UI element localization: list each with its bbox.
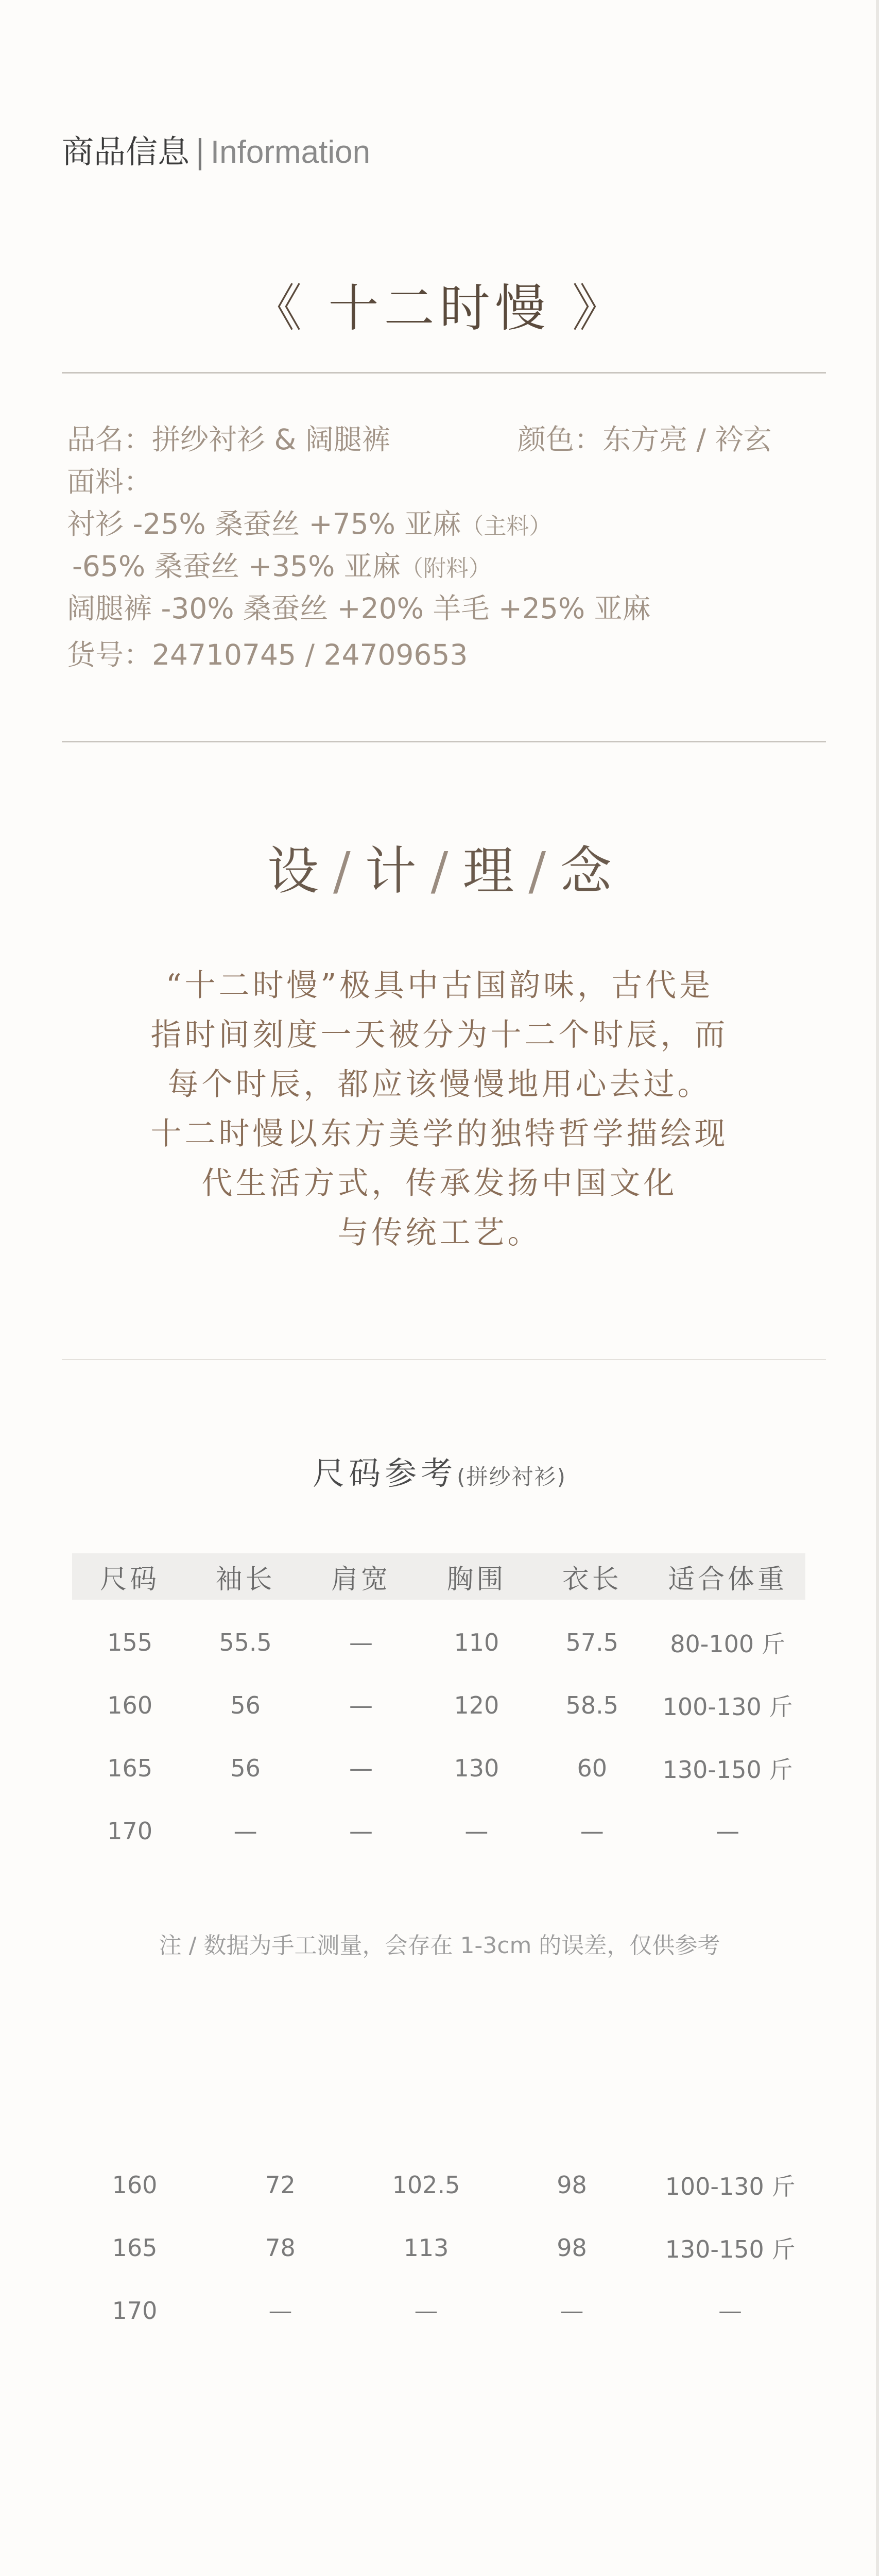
table-cell: 130 bbox=[454, 1754, 499, 1782]
table-row bbox=[62, 2216, 816, 2279]
table-cell: 60 bbox=[577, 1754, 608, 1782]
fabric-shirt-main-text: 衬衫 -25% 桑蚕丝 +75% 亚麻 bbox=[67, 507, 461, 540]
table-cell: 120 bbox=[454, 1691, 499, 1719]
table-cell: — bbox=[414, 2297, 438, 2325]
table-row bbox=[72, 1674, 805, 1737]
size-title-text: 尺码参考 bbox=[313, 1454, 457, 1492]
fabric-shirt-aux bbox=[72, 544, 491, 591]
table-cell: — bbox=[233, 1817, 257, 1845]
table-cell: — bbox=[716, 1817, 739, 1845]
name-label: 品名： bbox=[67, 423, 152, 456]
table-cell: 100-130 斤 bbox=[662, 1693, 793, 1721]
heading-separator: | bbox=[195, 133, 205, 171]
design-text-line: “十二时慢”极具中古国韵味，古代是 bbox=[165, 968, 714, 1004]
design-title-char: 设 bbox=[267, 841, 319, 901]
design-text-line: 指时间刻度一天被分为十二个时辰，而 bbox=[150, 1017, 729, 1053]
info-row-color bbox=[518, 417, 772, 462]
table-cell: 72 bbox=[265, 2171, 296, 2199]
color-label: 颜色： bbox=[518, 423, 603, 456]
table-cell: 98 bbox=[557, 2171, 587, 2199]
table-cell: 56 bbox=[230, 1754, 261, 1782]
design-title-char: 计 bbox=[365, 841, 417, 901]
table-row bbox=[62, 2154, 816, 2216]
table-cell: 98 bbox=[557, 2234, 587, 2262]
size-table bbox=[72, 1553, 805, 1862]
design-text-line: 与传统工艺。 bbox=[337, 1215, 542, 1251]
sku-value: 24710745 / 24709653 bbox=[152, 638, 468, 671]
table-row bbox=[72, 1737, 805, 1800]
design-text-line: 代生活方式，传承发扬中国文化 bbox=[201, 1165, 678, 1201]
table-cell: — bbox=[349, 1817, 373, 1845]
table-cell: 57.5 bbox=[565, 1629, 618, 1656]
fabric-pants: 阔腿裤 -30% 桑蚕丝 +20% 羊毛 +25% 亚麻 bbox=[67, 592, 651, 625]
table-row bbox=[62, 2279, 816, 2342]
col-header-length: 衣长 bbox=[535, 1553, 650, 1600]
col-header-weight: 适合体重 bbox=[650, 1553, 805, 1600]
section-heading-information bbox=[62, 131, 370, 173]
size-title-note: (拼纱衬衫) bbox=[457, 1464, 566, 1489]
table-cell: 160 bbox=[107, 1691, 153, 1719]
table-cell: — bbox=[349, 1629, 373, 1656]
table-row bbox=[72, 1611, 805, 1674]
table-cell: 78 bbox=[265, 2234, 296, 2262]
table-cell: 80-100 斤 bbox=[670, 1630, 785, 1658]
table-cell: — bbox=[349, 1754, 373, 1782]
divider bbox=[62, 741, 826, 742]
table-cell: — bbox=[560, 2297, 584, 2325]
info-row-name bbox=[67, 417, 390, 462]
title-slash: / bbox=[528, 841, 546, 901]
title-slash: / bbox=[430, 841, 449, 901]
design-concept-text bbox=[77, 961, 802, 1258]
heading-zh: 商品信息 bbox=[62, 133, 190, 171]
product-info bbox=[67, 417, 824, 706]
info-row-sku bbox=[67, 633, 468, 677]
table-cell: 102.5 bbox=[392, 2171, 460, 2199]
divider bbox=[62, 1359, 826, 1360]
name-value: 拼纱衬衫 & 阔腿裤 bbox=[152, 423, 390, 456]
table-cell: 110 bbox=[454, 1629, 499, 1656]
fabric-shirt-aux-text: -65% 桑蚕丝 +35% 亚麻 bbox=[72, 550, 401, 583]
table-cell: 160 bbox=[112, 2171, 158, 2199]
table-cell: 130-150 斤 bbox=[662, 1756, 793, 1784]
table-cell: — bbox=[718, 2297, 742, 2325]
size-reference-title bbox=[0, 1448, 879, 1494]
table-cell: 56 bbox=[230, 1691, 261, 1719]
table-cell: 165 bbox=[112, 2234, 158, 2262]
table-cell: — bbox=[464, 1817, 489, 1845]
fabric-shirt-main bbox=[67, 502, 551, 549]
table-cell: — bbox=[349, 1691, 373, 1719]
design-text-line: 十二时慢以东方美学的独特哲学描绘现 bbox=[150, 1116, 729, 1152]
col-header-sleeve: 袖长 bbox=[187, 1553, 303, 1600]
fabric-label: 面料： bbox=[67, 465, 152, 498]
sku-label: 货号： bbox=[67, 638, 152, 671]
table-cell: 165 bbox=[107, 1754, 153, 1782]
size-table-pants bbox=[62, 2154, 816, 2342]
table-cell: 170 bbox=[112, 2297, 158, 2325]
title-slash: / bbox=[333, 841, 351, 901]
table-cell: — bbox=[580, 1817, 604, 1845]
col-header-chest: 胸围 bbox=[419, 1553, 534, 1600]
page-edge-rule bbox=[876, 0, 879, 2576]
fabric-shirt-main-note: （主料） bbox=[461, 513, 552, 539]
color-value: 东方亮 / 衿玄 bbox=[602, 423, 772, 456]
design-text-line: 每个时辰，都应该慢慢地用心去过。 bbox=[167, 1066, 712, 1103]
size-table-header bbox=[72, 1553, 805, 1600]
table-cell: 113 bbox=[403, 2234, 449, 2262]
design-title-char: 念 bbox=[560, 841, 612, 901]
table-row bbox=[72, 1800, 805, 1862]
col-header-size: 尺码 bbox=[72, 1553, 187, 1600]
table-cell: 130-150 斤 bbox=[665, 2235, 796, 2263]
table-cell: 170 bbox=[107, 1817, 153, 1845]
divider bbox=[62, 372, 826, 374]
design-title-char: 理 bbox=[462, 841, 514, 901]
table-cell: 58.5 bbox=[565, 1691, 618, 1719]
measurement-note: 注 / 数据为手工测量，会存在 1-3cm 的误差，仅供参考 bbox=[159, 1933, 720, 1959]
fabric-shirt-aux-note: （附料） bbox=[400, 555, 491, 582]
heading-en: Information bbox=[210, 134, 371, 170]
table-cell: — bbox=[268, 2297, 292, 2325]
product-collection-title: 《 十二时慢 》 bbox=[251, 279, 628, 338]
table-cell: 155 bbox=[107, 1629, 153, 1656]
table-cell: 100-130 斤 bbox=[665, 2173, 796, 2200]
col-header-shoulder: 肩宽 bbox=[303, 1553, 419, 1600]
table-cell: 55.5 bbox=[219, 1629, 272, 1656]
design-concept-title bbox=[0, 829, 879, 904]
